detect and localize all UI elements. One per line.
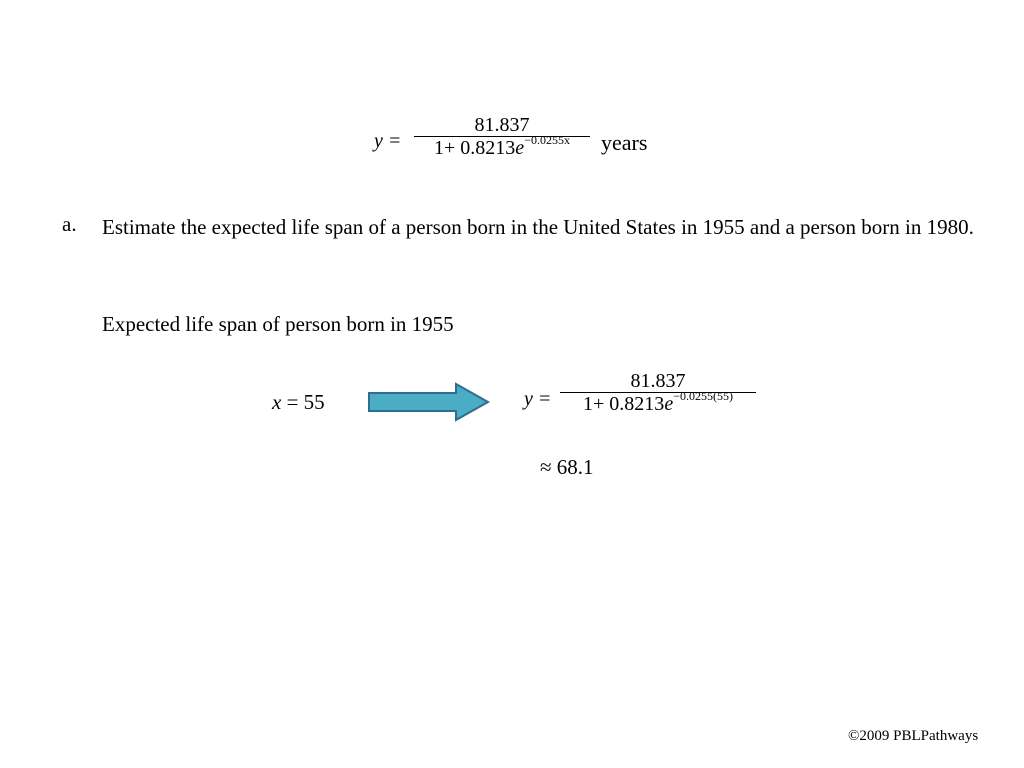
formula-top-denominator-prefix: 1+ 0.8213 bbox=[434, 137, 516, 159]
right-arrow-icon bbox=[366, 381, 492, 423]
subheading: Expected life span of person born in 1955 bbox=[102, 312, 454, 336]
formula-top-lhs: y = bbox=[374, 130, 402, 152]
formula-second-e: e bbox=[664, 393, 674, 415]
formula-top-numerator: 81.837 bbox=[474, 114, 530, 136]
formula-top-denominator bbox=[434, 133, 570, 159]
question-text: Estimate the expected life span of a person born in the United States in 1955 and a person born in 1980. bbox=[102, 215, 974, 239]
formula-top-e: e bbox=[515, 137, 525, 159]
question-marker: a. bbox=[62, 212, 77, 236]
formula-second-lhs: y = bbox=[524, 388, 552, 410]
formula-top-units: years bbox=[601, 130, 648, 155]
formula-second-numerator: 81.837 bbox=[630, 370, 686, 392]
formula-second-exponent: −0.0255(55) bbox=[673, 389, 733, 403]
copyright-footer: ©2009 PBLPathways bbox=[848, 728, 979, 744]
formula-second-fraction bbox=[560, 370, 756, 415]
formula-second-denominator bbox=[583, 389, 733, 415]
formula-top-fraction bbox=[414, 114, 590, 159]
formula-second-denominator-prefix: 1+ 0.8213 bbox=[583, 393, 665, 415]
x-value: x = 55 bbox=[272, 390, 325, 414]
result-approximation: ≈ 68.1 bbox=[540, 455, 594, 479]
formula-top-exponent: −0.0255x bbox=[524, 133, 570, 147]
